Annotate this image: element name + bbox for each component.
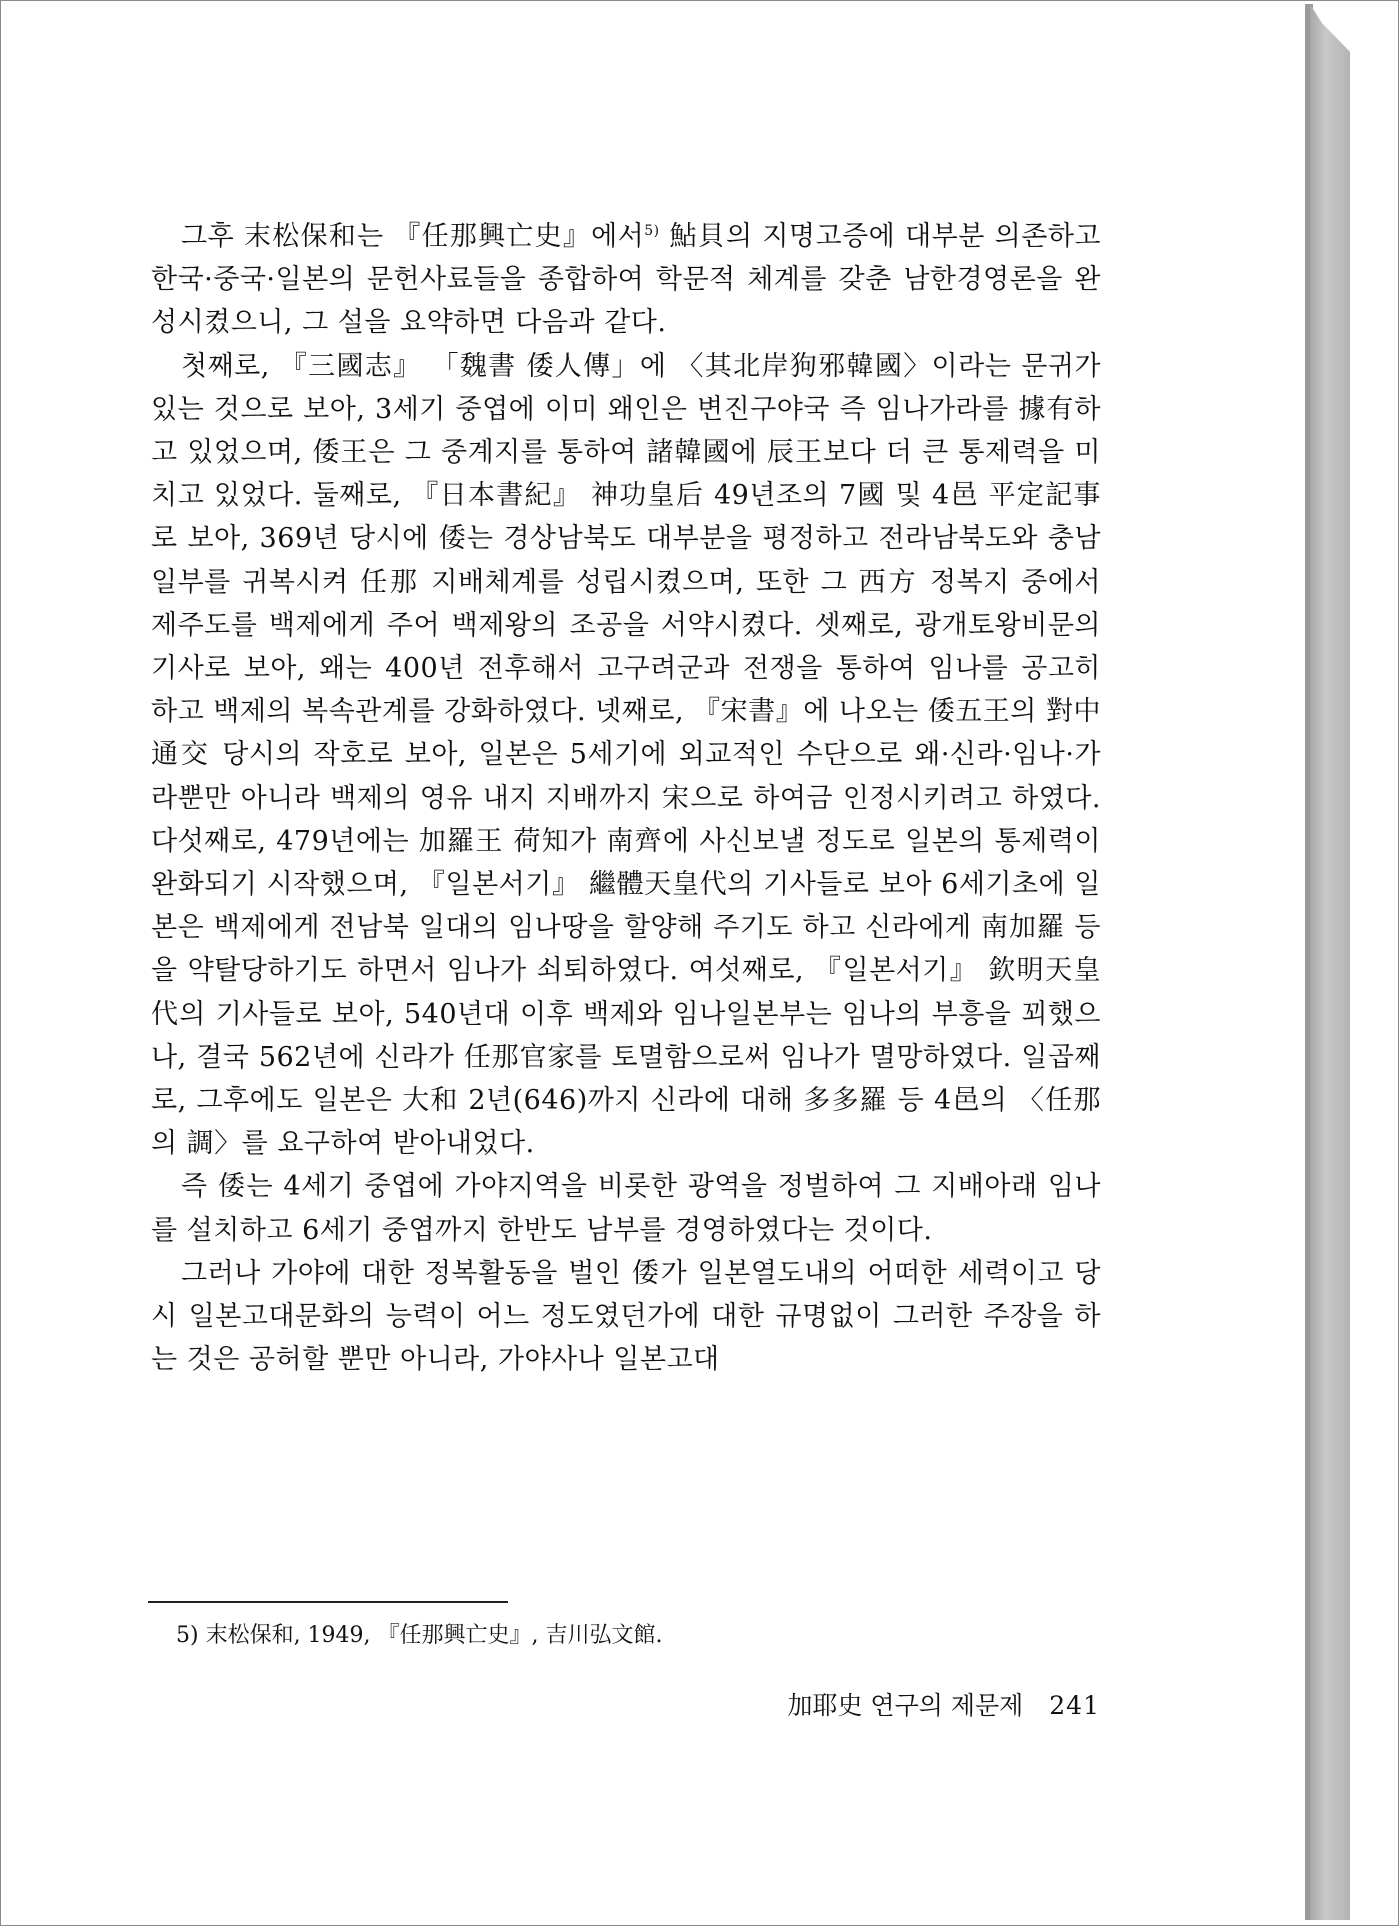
paragraph-4: 그러나 가야에 대한 정복활동을 벌인 倭가 일본열도내의 어떠한 세력이고 당시 일본고대문화의 능력이 어느 정도였던가에 대한 규명없이 그러한 주장을 하는 것은 공허할 뿐만 아니라, 가야사나 일본고대 [151, 1257, 1101, 1376]
page-number: 241 [1049, 1691, 1100, 1720]
footnote-divider [148, 1601, 508, 1603]
footnote-ref-5: 5) [644, 223, 660, 239]
page-stack-edge [1310, 4, 1350, 1920]
paragraph-1-text-b: 鮎貝의 지명고증에 대부분 의존하고 한국·중국·일본의 문헌사료들을 종합하여 학문적 체계를 갖춘 남한경영론을 완성시켰으니, 그 설을 요약하면 다음과 같다. [151, 221, 1101, 339]
paragraph-2: 첫째로, 『三國志』 「魏書 倭人傳」에 〈其北岸狗邪韓國〉이라는 문귀가 있는 것으로 보아, 3세기 중엽에 이미 왜인은 변진구야국 즉 임나가라를 據有하고 있었으며, 倭王은 그 중계지를 통하여 諸韓國에 辰王보다 더 큰 통제력을 미치고 있었다. 둘째로, 『日本書紀』 神功皇后 49년조의 7國 및 4邑 平定記事로 보아, 369년 당시에 倭는 경상남북도 대부분을 평정하고 전라남북도와 충남일부를 귀복시켜 任那 지배체계를 성립시켰으며, 또한 그 西方 정복지 중에서 제주도를 백제에게 주어 백제왕의 조공을 서약시켰다. 셋째로, 광개토왕비문의 기사로 보아, 왜는 400년 전후해서 고구려군과 전쟁을 통하여 임나를 공고히 하고 백제의 복속관계를 강화하였다. 넷째로, 『宋書』에 나오는 倭五王의 對中通交 당시의 작호로 보아, 일본은 5세기에 외교적인 수단으로 왜·신라·임나·가라뿐만 아니라 백제의 영유 내지 지배까지 宋으로 하여금 인정시키려고 하였다. 다섯째로, 479년에는 加羅王 荷知가 南齊에 사신보낼 정도로 일본의 통제력이 완화되기 시작했으며, 『일본서기』 繼體天皇代의 기사들로 보아 6세기초에 일본은 백제에게 전남북 일대의 임나땅을 할양해 주기도 하고 신라에게 南加羅 등을 약탈당하기도 하면서 임나가 쇠퇴하였다. 여섯째로, 『일본서기』 欽明天皇代의 기사들로 보아, 540년대 이후 백제와 임나일본부는 임나의 부흥을 꾀했으나, 결국 562년에 신라가 任那官家를 토멸함으로써 임나가 멸망하였다. 일곱째로, 그후에도 일본은 大和 2년(646)까지 신라에 대해 多多羅 등 4邑의 〈任那의 調〉를 요구하여 받아내었다. [151, 350, 1101, 1160]
paragraph-1 [151, 210, 1101, 345]
footnote-5: 5) 末松保和, 1949, 『任那興亡史』, 吉川弘文館. [176, 1623, 663, 1648]
running-footer [760, 1686, 1100, 1722]
running-footer-title: 加耶史 연구의 제문제 [787, 1691, 1024, 1720]
body-text [151, 210, 1101, 1381]
paragraph-3: 즉 倭는 4세기 중엽에 가야지역을 비롯한 광역을 정벌하여 그 지배아래 임나를 설치하고 6세기 중엽까지 한반도 남부를 경영하였다는 것이다. [151, 1171, 1101, 1246]
paragraph-1-text-a: 그후 末松保和는 『任那興亡史』에서 [181, 221, 645, 252]
